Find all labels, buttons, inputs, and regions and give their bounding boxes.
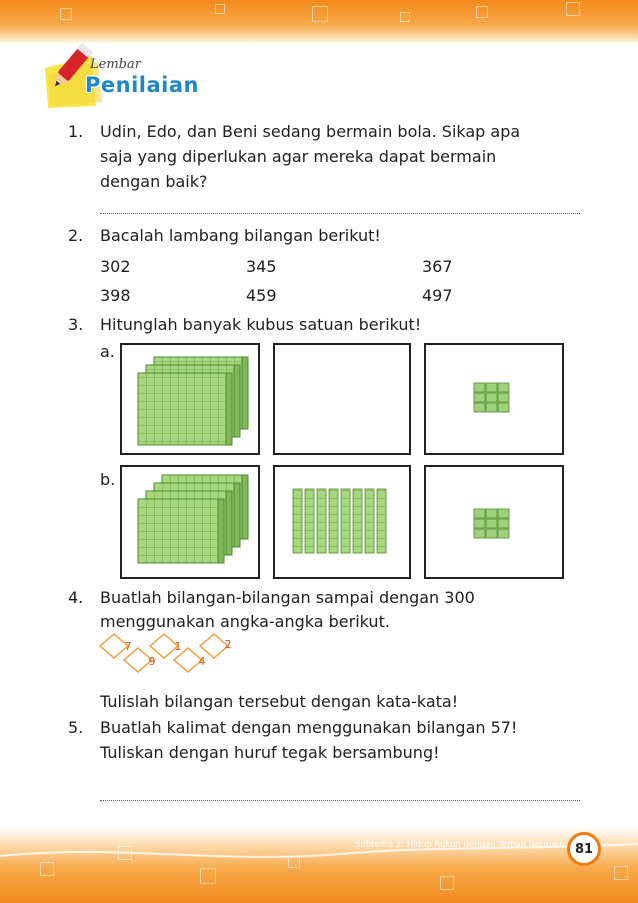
tens-rods-icon — [275, 467, 409, 577]
q4-line-1: Buatlah bilangan-bilangan sampai dengan 300 — [100, 588, 475, 607]
unit-cubes-icon — [426, 467, 562, 577]
q3a-box-hundreds — [120, 343, 260, 455]
q1-number: 1. — [68, 122, 84, 141]
logo-penilaian-title: Penilaian — [85, 73, 199, 97]
logo-lembar-text: Lembar — [90, 57, 141, 72]
q4-instruction: Tulislah bilangan tersebut dengan kata-kata! — [100, 692, 459, 711]
q3b-box-hundreds — [120, 465, 260, 579]
q2-number: 2. — [68, 226, 84, 245]
page-number: 81 — [567, 832, 601, 866]
digit-card-5: 2 — [224, 638, 232, 651]
q5-line-1: Buatlah kalimat dengan menggunakan bilangan 57! — [100, 718, 518, 737]
q2-number-2: 345 — [246, 257, 277, 276]
digit-cards — [98, 632, 268, 674]
q1-line-2: saja yang diperlukan agar mereka dapat bermain — [100, 147, 497, 166]
q3-text: Hitunglah banyak kubus satuan berikut! — [100, 315, 422, 334]
q1-answer-line — [100, 213, 580, 214]
q3-number: 3. — [68, 315, 84, 334]
q2-number-6: 497 — [422, 286, 453, 305]
hundreds-flats-icon — [122, 467, 258, 577]
digit-card-3: 1 — [174, 640, 182, 653]
q3-label-a: a. — [100, 342, 115, 361]
q5-line-2: Tuliskan dengan huruf tegak bersambung! — [100, 743, 440, 762]
q1-line-1: Udin, Edo, dan Beni sedang bermain bola. Sikap apa — [100, 122, 521, 141]
q2-text: Bacalah lambang bilangan berikut! — [100, 226, 381, 245]
q3a-box-units — [424, 343, 564, 455]
q2-number-4: 398 — [100, 286, 131, 305]
unit-cubes-icon — [426, 345, 562, 453]
digit-card-1: 7 — [124, 640, 132, 653]
q3b-box-tens — [273, 465, 411, 579]
q2-number-1: 302 — [100, 257, 131, 276]
q3a-box-tens — [273, 343, 411, 455]
footer-subtema: Subtema 2: Hidup Rukun dengan Teman Bermain — [355, 840, 565, 850]
q5-number: 5. — [68, 718, 84, 737]
q4-number: 4. — [68, 588, 84, 607]
digit-card-2: 9 — [148, 655, 156, 668]
q3-label-b: b. — [100, 470, 116, 489]
q4-line-2: menggunakan angka-angka berikut. — [100, 612, 390, 631]
q2-number-5: 459 — [246, 286, 277, 305]
q5-answer-line — [100, 800, 580, 801]
q2-number-3: 367 — [422, 257, 453, 276]
q1-line-3: dengan baik? — [100, 172, 208, 191]
hundreds-flats-icon — [122, 345, 258, 453]
top-decor-band — [0, 0, 638, 44]
q3b-box-units — [424, 465, 564, 579]
digit-card-4: 4 — [198, 655, 206, 668]
